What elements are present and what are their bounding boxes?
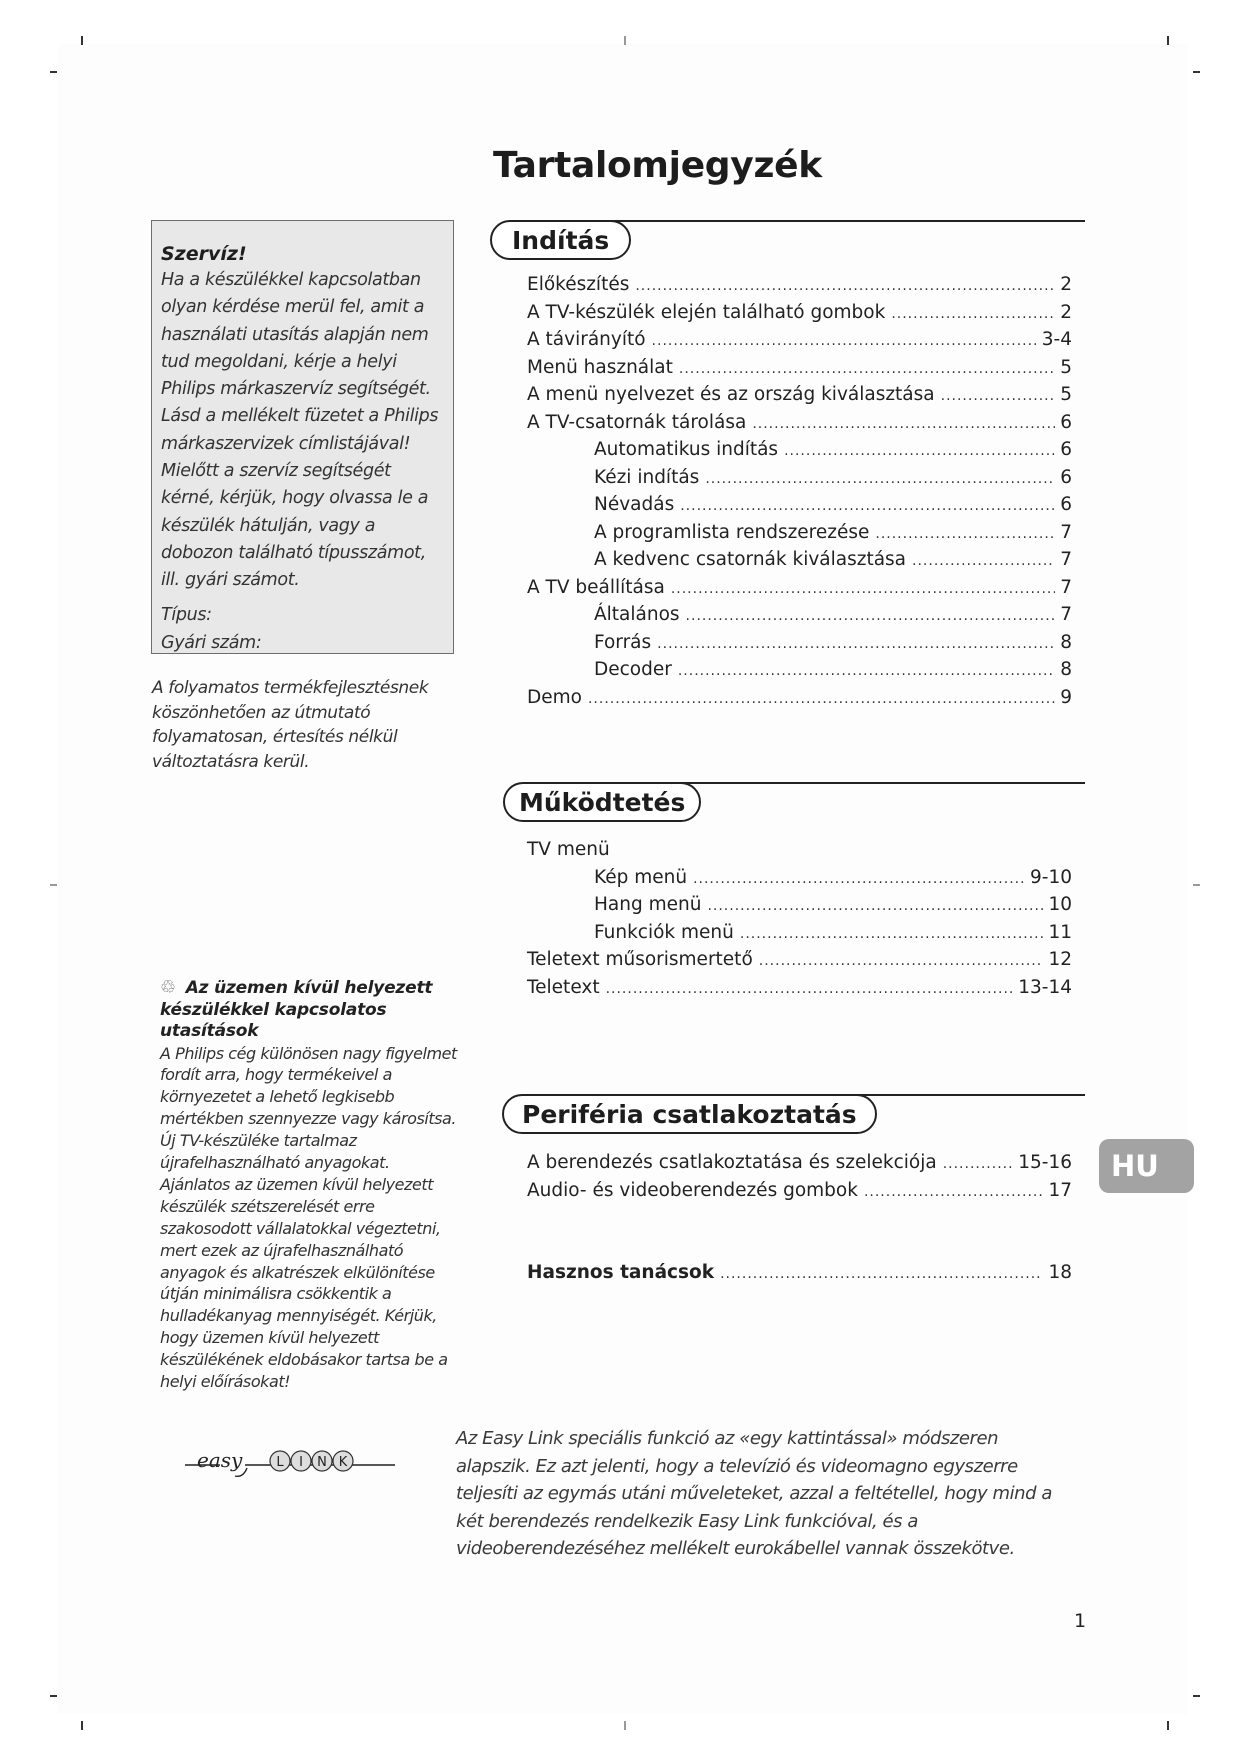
toc-entry[interactable]: A berendezés csatlakoztatása és szelekciója ..... 15-16	[527, 1152, 1072, 1180]
toc-entry-tips[interactable]: Hasznos tanácsok ..... 18	[527, 1262, 1072, 1290]
toc-subentry[interactable]: Kép menü ..... 9-10	[527, 867, 1072, 895]
toc-entry[interactable]: Teletext ..... 13-14	[527, 977, 1072, 1005]
section-header-periferia	[502, 1094, 1085, 1138]
recycling-heading	[160, 977, 460, 1043]
crop-mark	[50, 884, 57, 886]
section-header-mukodtetes	[503, 782, 1085, 826]
recycle-icon: ♲	[160, 977, 176, 998]
toc-subentry[interactable]: Automatikus indítás ..... 6	[527, 439, 1072, 467]
toc-subentry[interactable]: Forrás ..... 8	[527, 632, 1072, 660]
section-title: Periféria csatlakoztatás	[502, 1094, 877, 1134]
section-title: Indítás	[490, 220, 631, 260]
toc-list-inditas	[527, 274, 1072, 714]
toc-list-periferia	[527, 1152, 1072, 1207]
crop-mark	[50, 1695, 57, 1697]
easylink-logo-icon	[185, 1440, 395, 1480]
toc-tips	[527, 1262, 1072, 1290]
section-rule	[653, 782, 1085, 784]
toc-subentry[interactable]: Funkciók menü ..... 11	[527, 922, 1072, 950]
crop-mark	[50, 71, 57, 73]
toc-entry[interactable]: Teletext műsorismertető ..... 12	[527, 949, 1072, 977]
service-body: Ha a készülékkel kapcsolatban olyan kérdése merül fel, amit a használati utasítás alapján nem tud megoldani, kérje a helyi Philips márkaszervíz segítségét. Lásd a mellékelt füzetet a Philips márkaszervizek címlistájával! Mielőtt a szervíz segítségét kérné, kérjük, hogy olvassa le a készülék hátulján, vagy a dobozon található típusszámot, ill. gyári számot.	[161, 270, 439, 591]
toc-entry[interactable]: TV menü	[527, 839, 610, 860]
toc-subentry[interactable]: Hang menü ..... 10	[527, 894, 1072, 922]
service-info-box	[151, 220, 454, 654]
crop-mark	[1167, 36, 1169, 45]
crop-mark	[1193, 71, 1200, 73]
svg-text:easy: easy	[197, 1448, 243, 1472]
crop-mark	[81, 1721, 83, 1730]
recycling-heading-text: Az üzemen kívül helyezett készülékkel kapcsolatos utasítások	[160, 978, 433, 1041]
service-heading: Szervíz!	[161, 243, 247, 265]
crop-mark	[624, 1721, 626, 1730]
toc-subentry[interactable]: Kézi indítás ..... 6	[527, 467, 1072, 495]
svg-text:N: N	[317, 1455, 327, 1470]
toc-entry[interactable]: Menü használat ..... 5	[527, 357, 1072, 385]
toc-entry[interactable]: A TV beállítása ..... 7	[527, 577, 1072, 605]
serial-label: Gyári szám:	[161, 632, 262, 653]
toc-subentry[interactable]: Névadás ..... 6	[527, 494, 1072, 522]
toc-entry[interactable]: A menü nyelvezet és az ország kiválasztása ..... 5	[527, 384, 1072, 412]
type-label: Típus:	[161, 604, 212, 625]
section-header-inditas	[490, 220, 1085, 264]
svg-text:I: I	[299, 1455, 303, 1470]
toc-subentry[interactable]: Általános ..... 7	[527, 604, 1072, 632]
recycling-notice	[160, 977, 460, 1393]
toc-list-mukodtetes	[527, 839, 1072, 1004]
toc-entry[interactable]: Előkészítés ..... 2	[527, 274, 1072, 302]
crop-mark	[624, 36, 626, 45]
service-fields	[161, 601, 445, 657]
product-development-note: A folyamatos termékfejlesztésnek köszönhetően az útmutató folyamatosan, értesítés nélkül változtatásra kerül.	[152, 678, 429, 772]
toc-entry[interactable]: A TV-készülék elején található gombok ..... 2	[527, 302, 1072, 330]
easylink-description: Az Easy Link speciális funkció az «egy kattintással» módszeren alapszik. Ez azt jelenti, hogy a televízió és videomagno egyszerre teljesíti az egymás utáni műveleteket, azzal a feltétellel, hogy mind a két berendezés rendelkezik Easy Link funkcióval, és a videoberendezéséhez mellékelt eurokábellel vannak összekötve.	[456, 1428, 1052, 1559]
toc-subentry[interactable]: Decoder ..... 8	[527, 659, 1072, 687]
section-title: Működtetés	[503, 782, 701, 822]
toc-subentry[interactable]: A programlista rendszerezése ..... 7	[527, 522, 1072, 550]
toc-entry[interactable]: Audio- és videoberendezés gombok ..... 17	[527, 1180, 1072, 1208]
crop-mark	[1193, 1695, 1200, 1697]
toc-entry[interactable]: A TV-csatornák tárolása ..... 6	[527, 412, 1072, 440]
page-title: Tartalomjegyzék	[493, 145, 822, 186]
svg-text:K: K	[338, 1455, 348, 1470]
recycling-body: A Philips cég különösen nagy figyelmet fordít arra, hogy termékeivel a környezetet a lehető legkisebb mértékben szennyezze vagy károsítsa. Új TV-készüléke tartalmaz újrafelhasználható anyagokat. Ajánlatos az üzemen kívül helyezett készülék szétszerelését erre szakosodott vállalatokkal végeztetni, mert ezek az újrafelhasználható anyagok és alkatrészek elkülönítése útján minimálisra csökkentik a hulladékanyag mennyiségét. Kérjük, hogy üzemen kívül helyezett készülékének eldobásakor tartsa be a helyi előírásokat!	[160, 1043, 457, 1392]
language-badge: HU	[1099, 1139, 1194, 1193]
page-number: 1	[1074, 1610, 1087, 1632]
toc-entry[interactable]: Demo ..... 9	[527, 687, 1072, 715]
toc-subentry[interactable]: A kedvenc csatornák kiválasztása ..... 7	[527, 549, 1072, 577]
crop-mark	[81, 36, 83, 45]
svg-text:L: L	[276, 1455, 284, 1470]
section-rule	[600, 220, 1085, 222]
crop-mark	[1193, 884, 1200, 886]
toc-entry[interactable]: A távirányító ..... 3-4	[527, 329, 1072, 357]
crop-mark	[1167, 1721, 1169, 1730]
